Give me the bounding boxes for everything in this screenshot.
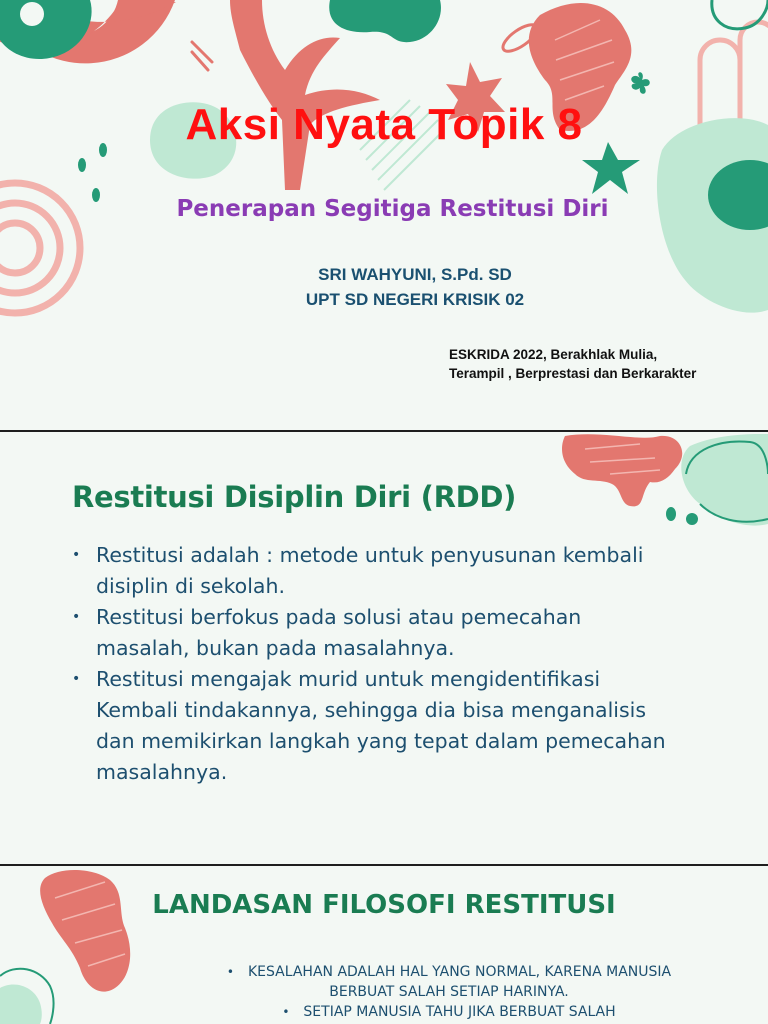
bullet-line: masalah, bukan pada masalahnya. xyxy=(96,636,455,660)
teal-blob-shape xyxy=(329,0,441,42)
section-title: Restitusi Disiplin Diri (RDD) xyxy=(72,480,517,514)
mint-blob-shape xyxy=(681,434,768,526)
bullet-item xyxy=(96,664,746,788)
green-dot-shape xyxy=(20,2,44,26)
motto-line: Terampil , Berprestasi dan Berkarakter xyxy=(449,366,697,381)
motto-note xyxy=(449,345,759,383)
slide-title xyxy=(0,0,768,432)
bullet-line: • Restitusi mengajak murid untuk mengidentifikasi xyxy=(96,667,601,691)
author-name: SRI WAHYUNI, S.Pd. SD xyxy=(318,265,512,284)
bullet-line: dan memikirkan langkah yang tepat dalam pemecahan xyxy=(96,729,666,753)
green-dots-shape xyxy=(666,507,698,525)
bullet-line: • KESALAHAN ADALAH HAL YANG NORMAL, KARENA MANUSIA xyxy=(226,964,672,980)
motto-line: ESKRIDA 2022, Berakhlak Mulia, xyxy=(449,347,658,362)
green-dots-shape xyxy=(78,143,107,202)
bullet-item xyxy=(96,602,746,664)
slide-landasan xyxy=(0,868,768,1024)
bullet-item xyxy=(96,540,746,602)
green-flower-shape xyxy=(631,72,650,94)
bullet-list xyxy=(96,540,746,788)
bullet-line: masalahnya. xyxy=(96,760,228,784)
bullet-line: • Restitusi berfokus pada solusi atau pemecahan xyxy=(96,605,582,629)
bullet-text: KESALAHAN ADALAH HAL YANG NORMAL, KARENA MANUSIA xyxy=(247,964,672,980)
bullet-line: disiplin di sekolah. xyxy=(96,574,285,598)
slide-restitusi xyxy=(0,434,768,866)
bullet-line: • Restitusi adalah : metode untuk penyusunan kembali xyxy=(96,543,644,567)
bullet-item xyxy=(130,962,768,1002)
bullet-item xyxy=(130,1002,768,1022)
presentation-title: Aksi Nyata Topik 8 xyxy=(185,100,583,149)
bullet-line: • SETIAP MANUSIA TAHU JIKA BERBUAT SALAH xyxy=(282,1004,616,1020)
bullet-line: Kembali tindakannya, sehingga dia bisa menganalisis xyxy=(96,698,647,722)
bullet-line: BERBUAT SALAH SETIAP HARINYA. xyxy=(329,984,569,1000)
presentation-subtitle: Penerapan Segitiga Restitusi Diri xyxy=(176,196,609,222)
section-title: LANDASAN FILOSOFI RESTITUSI xyxy=(152,890,616,920)
bullet-list xyxy=(0,962,768,1022)
bullet-text: SETIAP MANUSIA TAHU JIKA BERBUAT SALAH xyxy=(303,1004,616,1020)
school-name: UPT SD NEGERI KRISIK 02 xyxy=(305,290,525,309)
coral-dashes-shape xyxy=(192,42,212,70)
